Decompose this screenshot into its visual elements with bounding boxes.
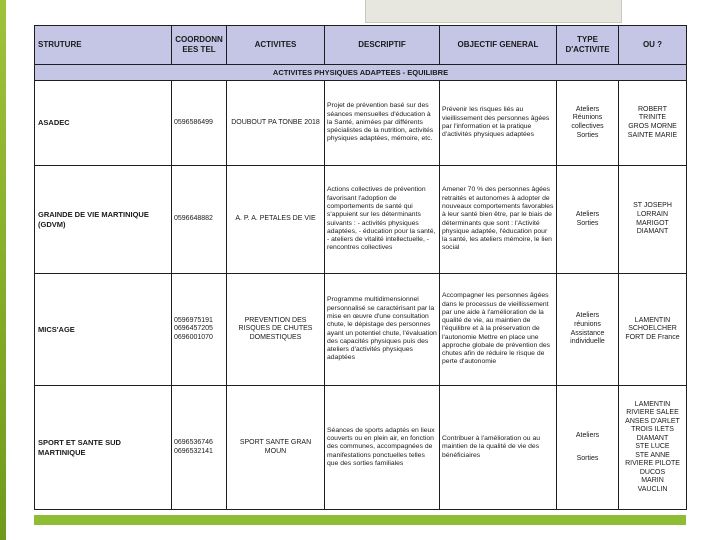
ou-line: MARIN xyxy=(641,477,664,485)
type-line: Ateliers xyxy=(575,431,600,439)
header-activites: ACTIVITES xyxy=(227,26,325,65)
header-type: TYPE D'ACTIVITE xyxy=(557,26,619,65)
type-line: Ateliers xyxy=(575,105,600,113)
ou-line: ROBERT xyxy=(637,105,668,113)
ou-line: RIVIERE SALEE xyxy=(626,409,679,417)
header-descriptif: DESCRIPTIF xyxy=(325,26,440,65)
cell-tel xyxy=(172,166,227,274)
type-line: réunions xyxy=(574,320,601,328)
type-line: Sorties xyxy=(576,131,599,139)
cell-activites: PREVENTION DES RISQUES DE CHUTES DOMESTIQUES xyxy=(227,274,325,386)
ou-line: SCHOELCHER xyxy=(628,325,677,333)
header-ou: OU ? xyxy=(619,26,687,65)
table-row xyxy=(35,386,687,510)
cell-descriptif: Séances de sports adaptés en lieux couverts ou en plein air, en fonction des communes, accompagnées de manifestations ponctuelles telles que des sorties familiales xyxy=(325,386,440,510)
ou-line: TROIS ILETS xyxy=(631,426,674,434)
section-title: ACTIVITES PHYSIQUES ADAPTEES - EQUILIBRE xyxy=(35,65,687,81)
ou-line: DIAMANT xyxy=(636,228,669,236)
ou-line: ANSES D'ARLET xyxy=(625,417,680,425)
cell-tel xyxy=(172,81,227,166)
cell-structure: MICS'AGE xyxy=(35,274,172,386)
ou-line: SAINTE MARIE xyxy=(627,131,678,139)
cell-tel xyxy=(172,386,227,510)
tel-line: 0696457205 xyxy=(174,325,213,333)
ou-line: STE LUCE xyxy=(635,443,670,451)
type-line: Ateliers xyxy=(575,210,600,218)
tel-line: 0596975191 xyxy=(174,316,213,324)
table-row xyxy=(35,274,687,386)
tel-line: 0696536746 xyxy=(174,438,213,446)
ou-line: LAMENTIN xyxy=(634,400,671,408)
table-row xyxy=(35,81,687,166)
cell-type xyxy=(557,166,619,274)
tel-line: 0596648882 xyxy=(174,215,213,223)
cell-descriptif: Programme multidimensionnel personnalisé se caractérisant par la mise en œuvre d'une consultation chute, le dépistage des personnes ayant un potentiel chute, l'évaluation des capacités physiques puis des ateliers d'activités physiques adaptées xyxy=(325,274,440,386)
ou-line: MARIGOT xyxy=(636,219,669,227)
cell-ou xyxy=(619,81,687,166)
tel-line: 0596586499 xyxy=(174,118,213,126)
cell-objectif: Accompagner les personnes âgées dans le processus de vieillissement par une aide à l'amélioration de la qualité de vie, au maintien de l'équilibre et à la préservation de l'autonomie Mettre en place une approche globale de prévention des chutes afin de réduire le risque de perte d'autonomie xyxy=(440,274,557,386)
cell-type xyxy=(557,274,619,386)
cell-objectif: Prévenir les risques liés au vieillissement des personnes âgées par l'information et la pratique d'activités physiques adaptées xyxy=(440,81,557,166)
cell-structure: SPORT ET SANTE SUD MARTINIQUE xyxy=(35,386,172,510)
cell-type xyxy=(557,81,619,166)
ou-line: ST JOSEPH xyxy=(633,202,672,210)
cell-descriptif: Actions collectives de prévention favorisant l'adoption de comportements de santé qui s'appuient sur les déterminants suivants : - activités physiques adaptées, - éducation pour la santé, - ateliers de vitalité intellectuelle, - rencontres collectives xyxy=(325,166,440,274)
cell-activites: A. P. A. PETALES DE VIE xyxy=(227,166,325,274)
slide-top-tab xyxy=(365,0,622,23)
ou-line: FORT DE France xyxy=(625,333,680,341)
cell-structure: ASADEC xyxy=(35,81,172,166)
ou-line: STE ANNE xyxy=(635,451,670,459)
cell-ou xyxy=(619,166,687,274)
header-objectif: OBJECTIF GENERAL xyxy=(440,26,557,65)
cell-activites: SPORT SANTE GRAN MOUN xyxy=(227,386,325,510)
header-structure: STRUTURE xyxy=(35,26,172,65)
type-line: Assistance individuelle xyxy=(570,329,605,346)
ou-line: TRINITE xyxy=(638,114,667,122)
ou-line: LAMENTIN xyxy=(634,316,671,324)
cell-tel xyxy=(172,274,227,386)
ou-line: DUCOS xyxy=(639,468,666,476)
slide-accent-stripe xyxy=(0,0,6,540)
header-tel: COORDONN EES TEL xyxy=(172,26,227,65)
tel-line: 0696001070 xyxy=(174,333,213,341)
ou-line: DIAMANT xyxy=(636,434,669,442)
cell-ou xyxy=(619,274,687,386)
table-frame xyxy=(34,25,686,515)
ou-line: VAUCLIN xyxy=(637,485,668,493)
cell-structure: GRAINDE DE VIE MARTINIQUE (GDVM) xyxy=(35,166,172,274)
type-line: Réunions collectives xyxy=(571,114,604,130)
cell-objectif: Contribuer à l'amélioration ou au maintien de la qualité de vie des bénéficiaires xyxy=(440,386,557,510)
cell-type xyxy=(557,386,619,510)
ou-line: GROS MORNE xyxy=(628,123,677,130)
ou-line: LORRAIN xyxy=(636,210,669,218)
cell-objectif: Amener 70 % des personnes âgées retraités et autonomes à adopter de nouveaux comportements favorables à leur santé bien être, par le biais de déterminants que sont : l'Activité physique adaptée, l'éducation pour la santé, les ateliers mémoire, le lien social xyxy=(440,166,557,274)
tel-line: 0696532141 xyxy=(174,447,213,455)
type-line: Ateliers xyxy=(575,312,600,320)
ou-line: RIVIERE PILOTE xyxy=(625,460,680,468)
slide-footer-bar xyxy=(34,515,686,525)
cell-ou xyxy=(619,386,687,510)
section-row xyxy=(35,65,687,81)
cell-activites: DOUBOUT PA TONBE 2018 xyxy=(227,81,325,166)
activities-table xyxy=(34,25,687,510)
table-row xyxy=(35,166,687,274)
header-row xyxy=(35,26,687,65)
type-line: Sorties xyxy=(576,454,599,462)
type-line: Sorties xyxy=(576,219,599,227)
cell-descriptif: Projet de prévention basé sur des séances mensuelles d'éducation à la Santé, animées par différents spécialistes de la nutrition, activités physiques adaptées, mémoire, etc. xyxy=(325,81,440,166)
